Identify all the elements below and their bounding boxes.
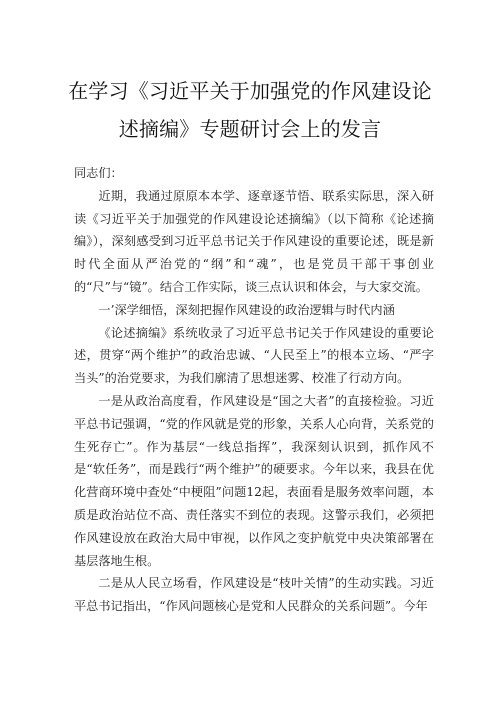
section-heading-1: 一’深学细悟，深刻把握作风建设的政治逻辑与时代内涵 <box>98 302 395 317</box>
paragraph-intro: 近期，我通过原原本本学、逐章逐节悟、联系实际思，深入研读《习近平关于加强党的作风建设论述摘编》（以下简称《论述摘编》），深刻感受到习近平总书记关于作风建设的重要论述，既是新时代全面从严治党的“纲”和“魂”，也是党员干部干事创业的“尺”与“镜”。结合工作实际，谈三点认识和体会，与大家交流。 <box>74 188 434 294</box>
paragraph-point-1: 一是从政治高度看，作风建设是“国之大者”的直接检验。习近平总书记强调，“党的作风就是党的形象，关系人心向背，关系党的生死存亡”。作为基层“一线总指挥”，我深刻认识到，抓作风不是“软任务”，而是践行“两个维护”的硬要求。今年以来，我县在优化营商环境中查处“中梗阻”问题12起，表面看是服务效率问题，本质是政治站位不高、责任落实不到位的表现。这警示我们，必须把作风建设放在政治大局中审视，以作风之变护航党中央决策部署在基层落地生根。 <box>74 393 434 568</box>
document-title-line-2: 述摘编》专题研讨会上的发言 <box>118 117 382 141</box>
document-body <box>74 162 434 618</box>
paragraph-section-1-overview: 《论述摘编》系统收录了习近平总书记关于作风建设的重要论述，贯穿“两个维护”的政治忠诚、“人民至上”的根本立场、“严字当头”的治党要求，为我们廓清了思想迷雾、校准了行动方向。 <box>74 325 434 386</box>
paragraph-point-2: 二是从人民立场看，作风建设是“枝叶关情”的生动实践。习近平总书记指出，“作风问题核心是党和人民群众的关系问题”。今年 <box>74 576 434 614</box>
salutation: 同志们： <box>74 166 123 180</box>
document-title-line-1: 在学习《习近平关于加强党的作风建设论 <box>68 79 432 103</box>
